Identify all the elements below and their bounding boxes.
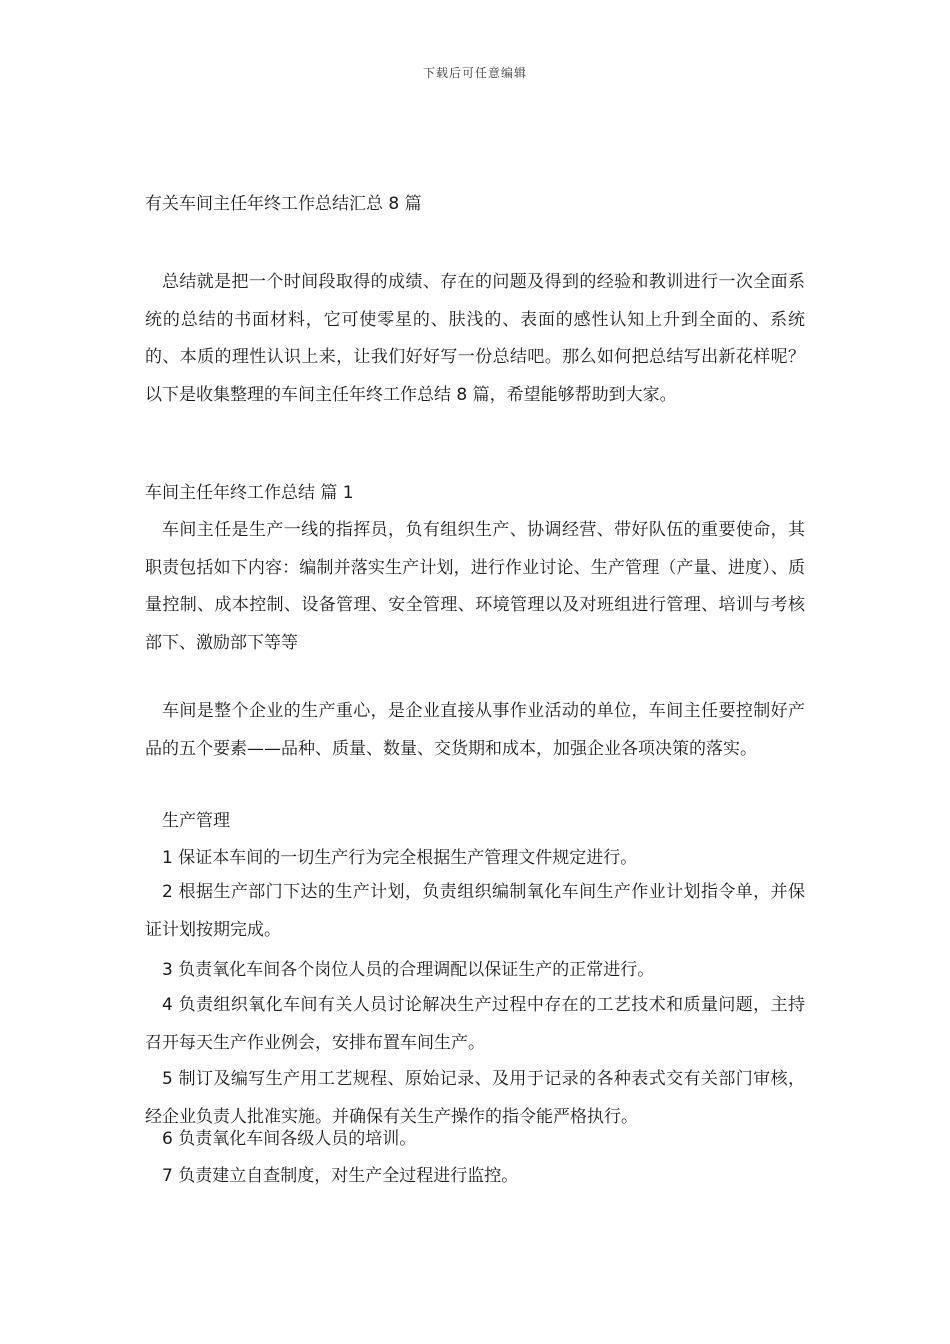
list-item-2: 2 根据生产部门下达的生产计划，负责组织编制氧化车间生产作业计划指令单，并保证计划按期完成。 bbox=[145, 882, 805, 940]
list-item-7: 7 负责建立自查制度，对生产全过程进行监控。 bbox=[162, 1166, 519, 1186]
intro-paragraph: 总结就是把一个时间段取得的成绩、存在的问题及得到的经验和教训进行一次全面系统的总结的书面材料，它可使零星的、肤浅的、表面的感性认知上升到全面的、系统的、本质的理性认识上来，让我们好好写一份总结吧。那么如何把总结写出新花样呢？以下是收集整理的车间主任年终工作总结 8 篇，希望能够帮助到大家。 bbox=[145, 272, 805, 405]
list-item-5: 5 制订及编写生产用工艺规程、原始记录、及用于记录的各种表式交有关部门审核，经企业负责人批准实施。并确保有关生产操作的指令能严格执行。 bbox=[145, 1069, 805, 1127]
list-item-6: 6 负责氧化车间各级人员的培训。 bbox=[162, 1129, 417, 1149]
section-heading: 车间主任年终工作总结 篇 1 bbox=[145, 483, 354, 503]
body-paragraph-1: 车间主任是生产一线的指挥员，负有组织生产、协调经营、带好队伍的重要使命，其职责包括如下内容：编制并落实生产计划，进行作业讨论、生产管理（产量、进度）、质量控制、成本控制、设备管理、安全管理、环境管理以及对班组进行管理、培训与考核部下、激励部下等等 bbox=[145, 520, 805, 653]
production-heading: 生产管理 bbox=[162, 811, 230, 831]
body-paragraph-2: 车间是整个企业的生产重心，是企业直接从事作业活动的单位，车间主任要控制好产品的五个要素——品种、质量、数量、交货期和成本，加强企业各项决策的落实。 bbox=[145, 701, 805, 759]
list-item-4: 4 负责组织氧化车间有关人员讨论解决生产过程中存在的工艺技术和质量问题，主持召开每天生产作业例会，安排布置车间生产。 bbox=[145, 995, 805, 1053]
list-item-1: 1 保证本车间的一切生产行为完全根据生产管理文件规定进行。 bbox=[162, 848, 638, 868]
document-title: 有关车间主任年终工作总结汇总 8 篇 bbox=[145, 194, 422, 214]
list-item-3: 3 负责氧化车间各个岗位人员的合理调配以保证生产的正常进行。 bbox=[162, 960, 655, 980]
page-header: 下载后可任意编辑 bbox=[422, 66, 527, 80]
